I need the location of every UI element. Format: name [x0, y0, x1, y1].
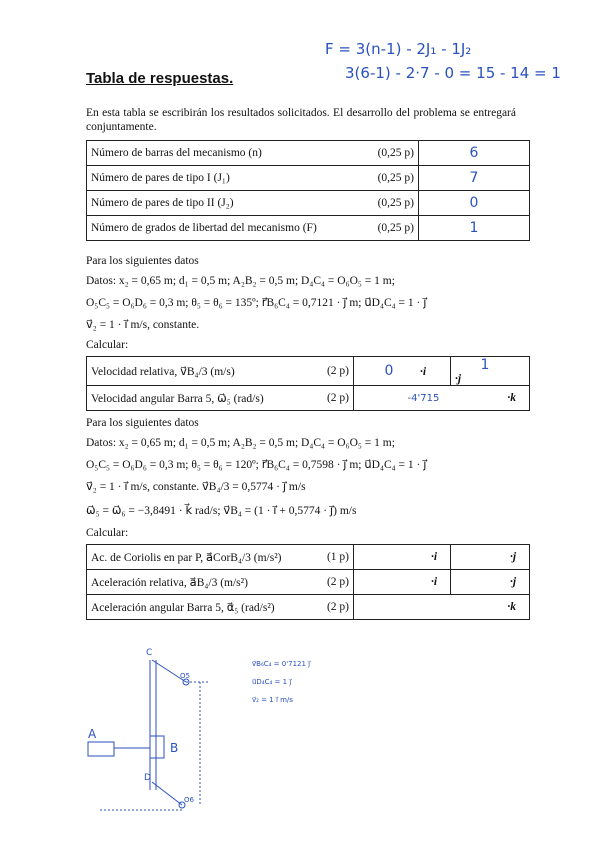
- sketch-label-o6: O6: [184, 796, 194, 804]
- section1-data-line2: O₅C₅ = O₆D₆ = 0,3 m; θ₅ = θ₆ = 135º; r⃗B₆C₄ = 0,7121 · j⃗ m; u⃗D₄C₄ = 1 · j⃗: [86, 297, 427, 309]
- answer-k-value: -4'715: [407, 393, 440, 404]
- row-points: (0,25 p): [360, 216, 419, 241]
- row-points: (2 p): [305, 595, 354, 620]
- unit-j: ·j⃗: [509, 551, 525, 563]
- section1-heading: Para los siguientes datos: [86, 255, 199, 267]
- row-label: Aceleración relativa, a⃗B₄/3 (m/s²): [87, 570, 306, 595]
- section1-data-line1: Datos: x₂ = 0,65 m; d₁ = 0,5 m; A₂B₂ = 0,5 m; D₄C₄ = O₆O₅ = 1 m;: [86, 275, 395, 287]
- unit-k: ·k⃗: [507, 601, 525, 613]
- row-label: Número de barras del mecanismo (n): [87, 141, 361, 166]
- section2-heading: Para los siguientes datos: [86, 417, 199, 429]
- section2-calc: Calcular:: [86, 527, 129, 539]
- table-row: [87, 386, 530, 411]
- slider-a-sketch: [88, 742, 114, 756]
- answer-cell[interactable]: 7: [419, 166, 530, 191]
- sketch-label-b: B: [170, 741, 179, 755]
- unit-j: ·j⃗: [509, 576, 525, 588]
- intro-text: En esta tabla se escribirán los resultados solicitados. El desarrollo del problema se entregará conjuntamente.: [86, 107, 516, 133]
- sketch-label-d: D: [144, 773, 151, 783]
- slider-b-sketch: [150, 736, 164, 758]
- table-row: [87, 216, 530, 241]
- answer-j-cell[interactable]: [451, 570, 530, 595]
- row-points: (0,25 p): [360, 166, 419, 191]
- handwritten-formula: F = 3(n-1) - 2J₁ - 1J₂: [325, 40, 472, 58]
- sketch-note: v⃗₂ = 1 i⃗ m/s: [252, 696, 293, 704]
- row-label: Velocidad angular Barra 5, ω⃗₅ (rad/s): [87, 386, 306, 411]
- answer-cell[interactable]: 6: [419, 141, 530, 166]
- mechanism-sketch: [80, 640, 380, 825]
- sketch-note: u⃗D₄C₄ = 1 j⃗: [252, 678, 292, 686]
- row-label: Número de pares de tipo II (J₂): [87, 191, 361, 216]
- answer-j-value: 1: [480, 357, 490, 373]
- section1-calc: Calcular:: [86, 339, 129, 351]
- answer-k-cell[interactable]: [354, 386, 530, 411]
- section2-data-line2: O₅C₅ = O₆D₆ = 0,3 m; θ₅ = θ₆ = 120º; r⃗B₆C₄ = 0,7598 · j⃗ m; u⃗D₄C₄ = 1 · j⃗: [86, 459, 427, 471]
- unit-k: ·k⃗: [507, 392, 525, 404]
- answer-j-cell[interactable]: [451, 357, 530, 386]
- sketch-label-o5: O5: [180, 672, 190, 680]
- answers-table-3: [86, 544, 530, 620]
- answer-cell[interactable]: 1: [419, 216, 530, 241]
- sketch-notes: [252, 655, 310, 709]
- row-points: (1 p): [305, 545, 354, 570]
- table-row: [87, 191, 530, 216]
- row-label: Número de pares de tipo I (J₁): [87, 166, 361, 191]
- row-label: Velocidad relativa, v⃗B₄/3 (m/s): [87, 357, 306, 386]
- answers-table-1: [86, 140, 530, 241]
- table-row: [87, 545, 530, 570]
- answer-i-value: 0: [384, 363, 394, 379]
- answer-j-cell[interactable]: [451, 545, 530, 570]
- handwritten-calculation: 3(6-1) - 2·7 - 0 = 15 - 14 = 1: [345, 64, 561, 82]
- table-row: [87, 570, 530, 595]
- unit-i: ·i⃗: [430, 551, 446, 563]
- section2-data-line3: v⃗₂ = 1 · i⃗ m/s, constante. v⃗B₄/3 = 0,5774 · j⃗ m/s: [86, 481, 306, 493]
- answer-i-cell[interactable]: [354, 545, 451, 570]
- answers-table-2: [86, 356, 530, 411]
- unit-i: ·i⃗: [420, 366, 436, 378]
- table-row: [87, 166, 530, 191]
- table-row: [87, 595, 530, 620]
- sketch-label-c: C: [146, 648, 153, 658]
- table-row: [87, 141, 530, 166]
- row-points: (0,25 p): [360, 191, 419, 216]
- row-points: (2 p): [305, 357, 354, 386]
- section2-data-line1: Datos: x₂ = 0,65 m; d₁ = 0,5 m; A₂B₂ = 0,5 m; D₄C₄ = O₆O₅ = 1 m;: [86, 437, 395, 449]
- sketch-label-a: A: [88, 727, 97, 741]
- page-title: Tabla de respuestas.: [86, 70, 234, 87]
- row-label: Aceleración angular Barra 5, α⃗₅ (rad/s²): [87, 595, 306, 620]
- section1-data-line3: v⃗₂ = 1 · i⃗ m/s, constante.: [86, 319, 200, 331]
- row-label: Número de grados de libertad del mecanismo (F): [87, 216, 361, 241]
- unit-j: ·j⃗: [455, 373, 471, 385]
- answer-cell[interactable]: 0: [419, 191, 530, 216]
- row-points: (2 p): [305, 386, 354, 411]
- section2-data-line4: ω⃗₅ = ω⃗₆ = −3,8491 · k⃗ rad/s; v⃗B₄ = (1 · i⃗ + 0,5774 · j⃗) m/s: [86, 505, 357, 517]
- row-label: Ac. de Coriolis en par P, a⃗CorB₄/3 (m/s²): [87, 545, 306, 570]
- answer-k-cell[interactable]: [354, 595, 530, 620]
- sketch-note: v⃗B₆C₄ = 0'7121 j⃗: [252, 660, 311, 668]
- row-points: (0,25 p): [360, 141, 419, 166]
- answer-i-cell[interactable]: [354, 570, 451, 595]
- unit-i: ·i⃗: [430, 576, 446, 588]
- table-row: [87, 357, 530, 386]
- answer-i-cell[interactable]: [354, 357, 451, 386]
- bar-do6-sketch: [152, 782, 182, 805]
- row-points: (2 p): [305, 570, 354, 595]
